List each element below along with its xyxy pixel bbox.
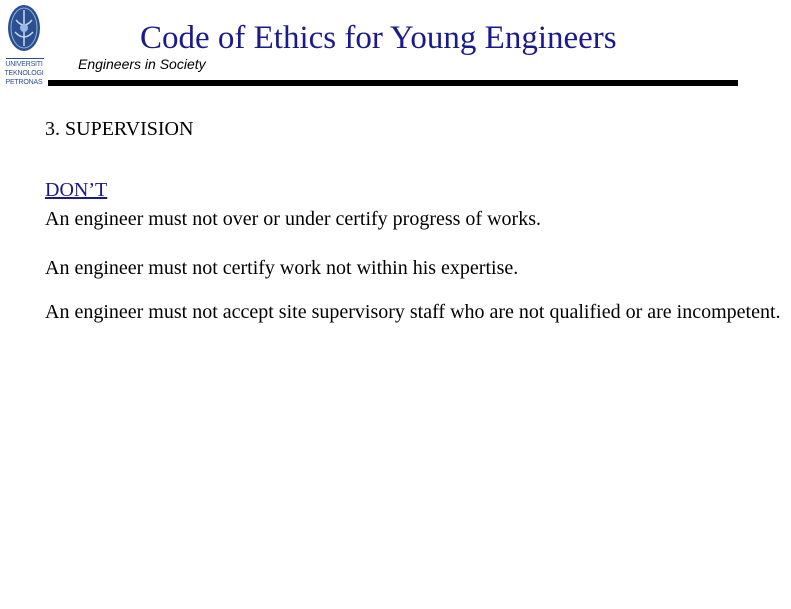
- paragraph: An engineer must not certify work not within his expertise.: [45, 257, 519, 279]
- slide-subtitle: Engineers in Society: [78, 56, 206, 72]
- slide-title: Code of Ethics for Young Engineers: [140, 20, 617, 56]
- dont-label: DON’T: [45, 179, 108, 201]
- paragraph: An engineer must not over or under certify progress of works.: [45, 208, 541, 230]
- logo-text-line: UNIVERSITI: [5, 61, 43, 68]
- header-divider: [48, 80, 738, 86]
- logo-text-line: TEKNOLOGI: [4, 70, 44, 77]
- utp-logo: [2, 2, 46, 88]
- logo-text-line: PETRONAS: [5, 79, 43, 86]
- paragraph: An engineer must not accept site supervisory staff who are not qualified or are incompetent.: [45, 301, 781, 323]
- section-heading: 3. SUPERVISION: [45, 118, 194, 140]
